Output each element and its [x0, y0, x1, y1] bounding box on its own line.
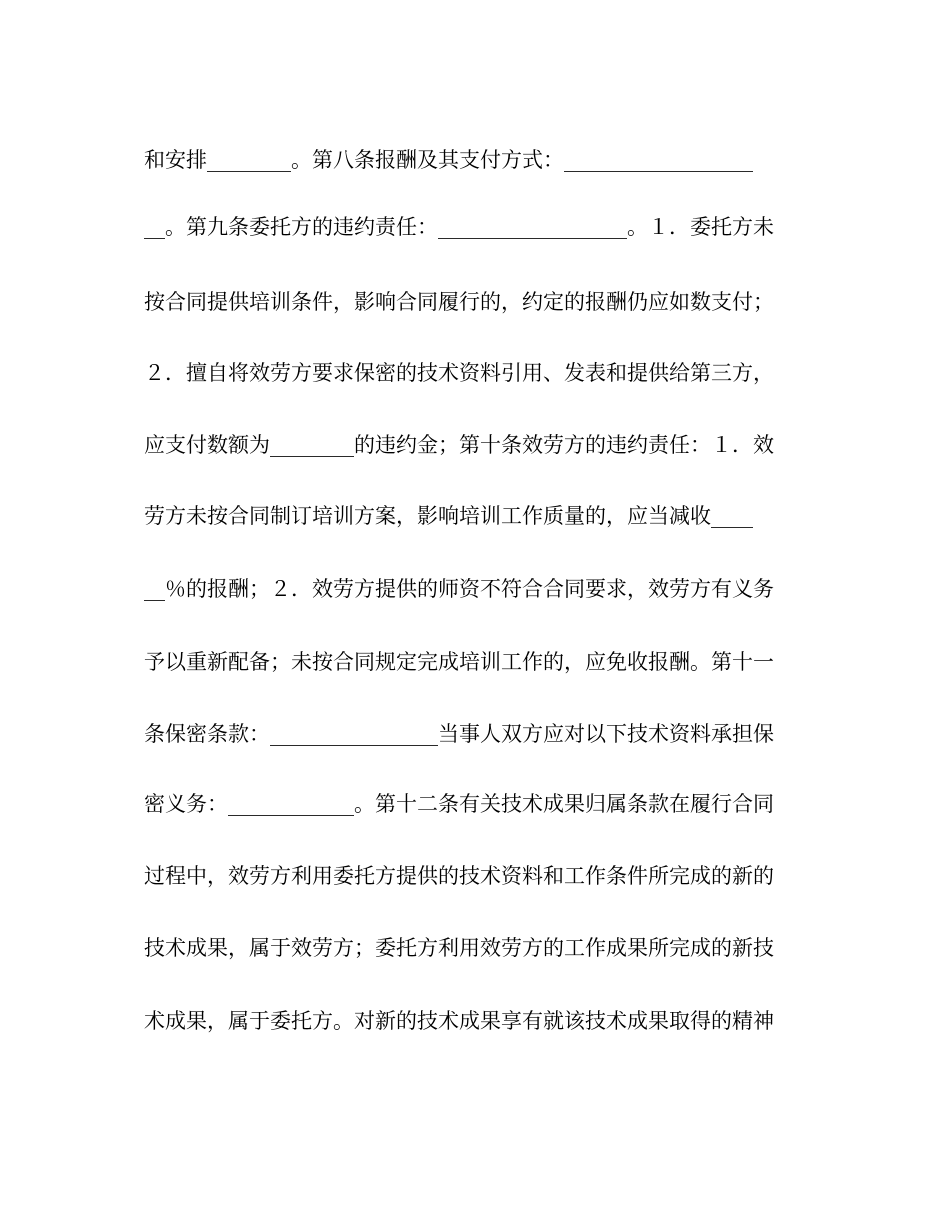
text-line: 劳方未按合同制订培训方案，影响培训工作质量的，应当减收____ [144, 504, 753, 528]
text-line: __。第九条委托方的违约责任：__________________。１．委托方未 [144, 215, 774, 239]
text-line: 按合同提供培训条件，影响合同履行的，约定的报酬仍应如数支付； [144, 290, 774, 314]
text-line: __％的报酬；２．效劳方提供的师资不符合合同要求，效劳方有义务 [144, 577, 774, 601]
text-line: 应支付数额为________的违约金；第十条效劳方的违约责任：１．效 [144, 433, 774, 457]
text-line: 和安排________。第八条报酬及其支付方式：__________________ [144, 148, 753, 172]
text-line: 过程中，效劳方利用委托方提供的技术资料和工作条件所完成的新的 [144, 864, 774, 888]
text-line: 条保密条款：________________当事人双方应对以下技术资料承担保 [144, 722, 774, 746]
text-line: 密义务：____________。第十二条有关技术成果归属条款在履行合同 [144, 792, 774, 816]
text-line: 术成果，属于委托方。对新的技术成果享有就该技术成果取得的精神 [144, 1009, 774, 1033]
text-line: 技术成果，属于效劳方；委托方利用效劳方的工作成果所完成的新技 [144, 936, 774, 960]
text-line: ２．擅自将效劳方要求保密的技术资料引用、发表和提供给第三方， [144, 361, 774, 385]
text-line: 予以重新配备；未按合同规定完成培训工作的，应免收报酬。第十一 [144, 650, 774, 674]
